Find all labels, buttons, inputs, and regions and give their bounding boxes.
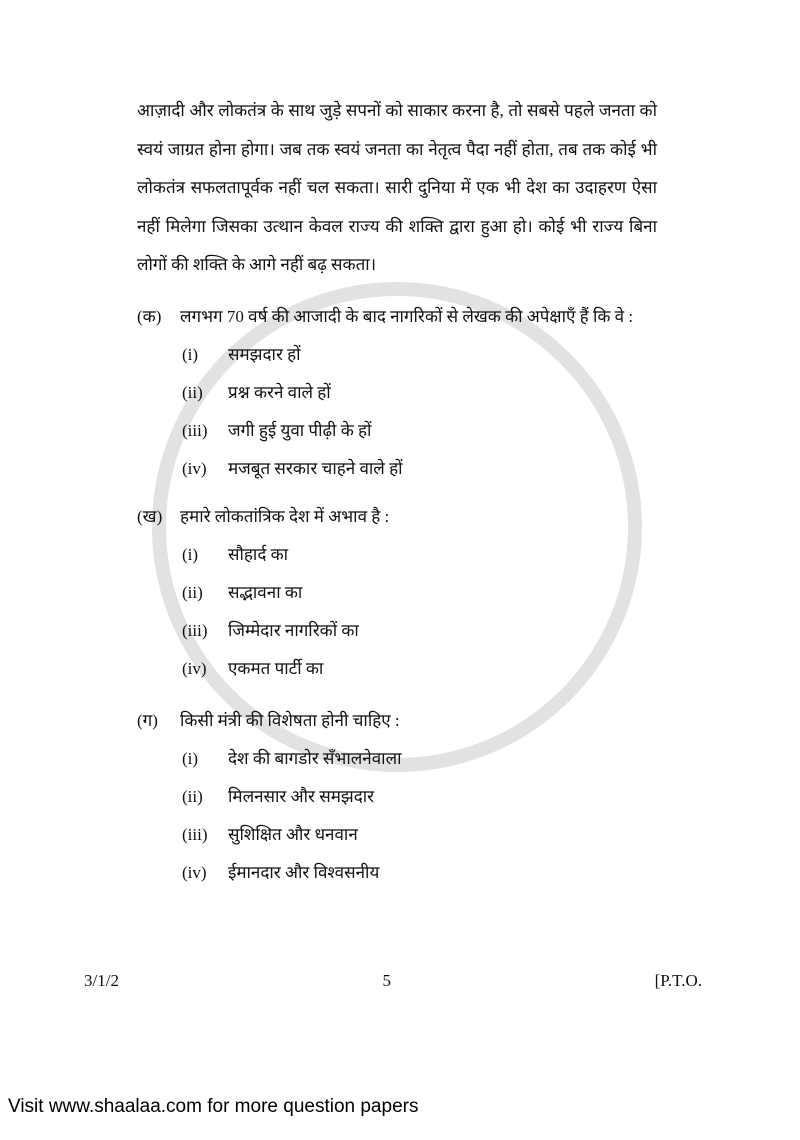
question-stem: हमारे लोकतांत्रिक देश में अभाव है : — [180, 506, 390, 526]
option-label: (iii) — [182, 620, 208, 640]
paper-code: 3/1/2 — [84, 971, 119, 990]
option-text: मजबूत सरकार चाहने वाले हों — [228, 458, 403, 478]
visit-banner: Visit www.shaalaa.com for more question papers — [8, 1096, 419, 1117]
option-text: सद्भावना का — [228, 582, 303, 602]
page-number: 5 — [382, 971, 392, 990]
option-text: सौहार्द का — [228, 544, 289, 564]
option-label: (iii) — [182, 420, 208, 440]
option-text: मिलनसार और समझदार — [228, 786, 375, 806]
option — [182, 336, 657, 374]
option-label: (i) — [182, 344, 199, 364]
option-label: (iv) — [182, 862, 207, 882]
spacer — [0, 994, 800, 1094]
passage: आज़ादी और लोकतंत्र के साथ जुड़े सपनों को साकार करना है, तो सबसे पहले जनता को स्वयं जाग्रत होना होगा। जब तक स्वयं जनता का नेतृत्व पैदा नहीं होता, तब तक कोई भी लोकतंत्र सफलतापूर्वक नहीं चल सकता। सारी दुनिया में एक भी देश का उदाहरण ऐसा नहीं मिलेगा जिसका उत्थान केवल राज्य की शक्ति द्वारा हुआ हो। कोई भी राज्य बिना लोगों की शक्ति के आगे नहीं बढ़ सकता। — [137, 101, 657, 274]
pto-label: [P.T.O. — [654, 971, 702, 990]
option-text: सुशिक्षित और धनवान — [228, 824, 358, 844]
option-text: एकमत पार्टी का — [228, 658, 324, 678]
question-label: (ख) — [137, 506, 163, 526]
option — [182, 612, 657, 650]
question-stem: लगभग 70 वर्ष की आजादी के बाद नागरिकों से लेखक की अपेक्षाएँ हैं कि वे : — [180, 306, 634, 326]
option — [182, 854, 657, 892]
option-label: (iii) — [182, 824, 208, 844]
option — [182, 374, 657, 412]
question-stem: किसी मंत्री की विशेषता होनी चाहिए : — [180, 710, 400, 730]
option-label: (i) — [182, 544, 199, 564]
question-kha — [137, 498, 657, 688]
question-ka — [137, 298, 657, 488]
option — [182, 574, 657, 612]
question-label: (ग) — [137, 710, 158, 730]
option-label: (ii) — [182, 582, 203, 602]
option-text: देश की बागडोर सँभालनेवाला — [228, 748, 402, 768]
option-label: (i) — [182, 748, 199, 768]
option — [182, 816, 657, 854]
option-label: (ii) — [182, 786, 203, 806]
option — [182, 778, 657, 816]
option-text: जगी हुई युवा पीढ़ी के हों — [228, 420, 372, 440]
option — [182, 412, 657, 450]
option-text: ईमानदार और विश्वसनीय — [228, 862, 380, 882]
option — [182, 740, 657, 778]
option-label: (ii) — [182, 382, 203, 402]
option-text: जिम्मेदार नागरिकों का — [228, 620, 359, 640]
question-ga — [137, 702, 657, 892]
option-label: (iv) — [182, 658, 207, 678]
option-text: समझदार हों — [228, 344, 301, 364]
option — [182, 450, 657, 488]
option — [182, 536, 657, 574]
page-footer — [84, 968, 702, 994]
question-label: (क) — [137, 306, 162, 326]
option-text: प्रश्न करने वाले हों — [228, 382, 331, 402]
option-label: (iv) — [182, 458, 207, 478]
option — [182, 650, 657, 688]
